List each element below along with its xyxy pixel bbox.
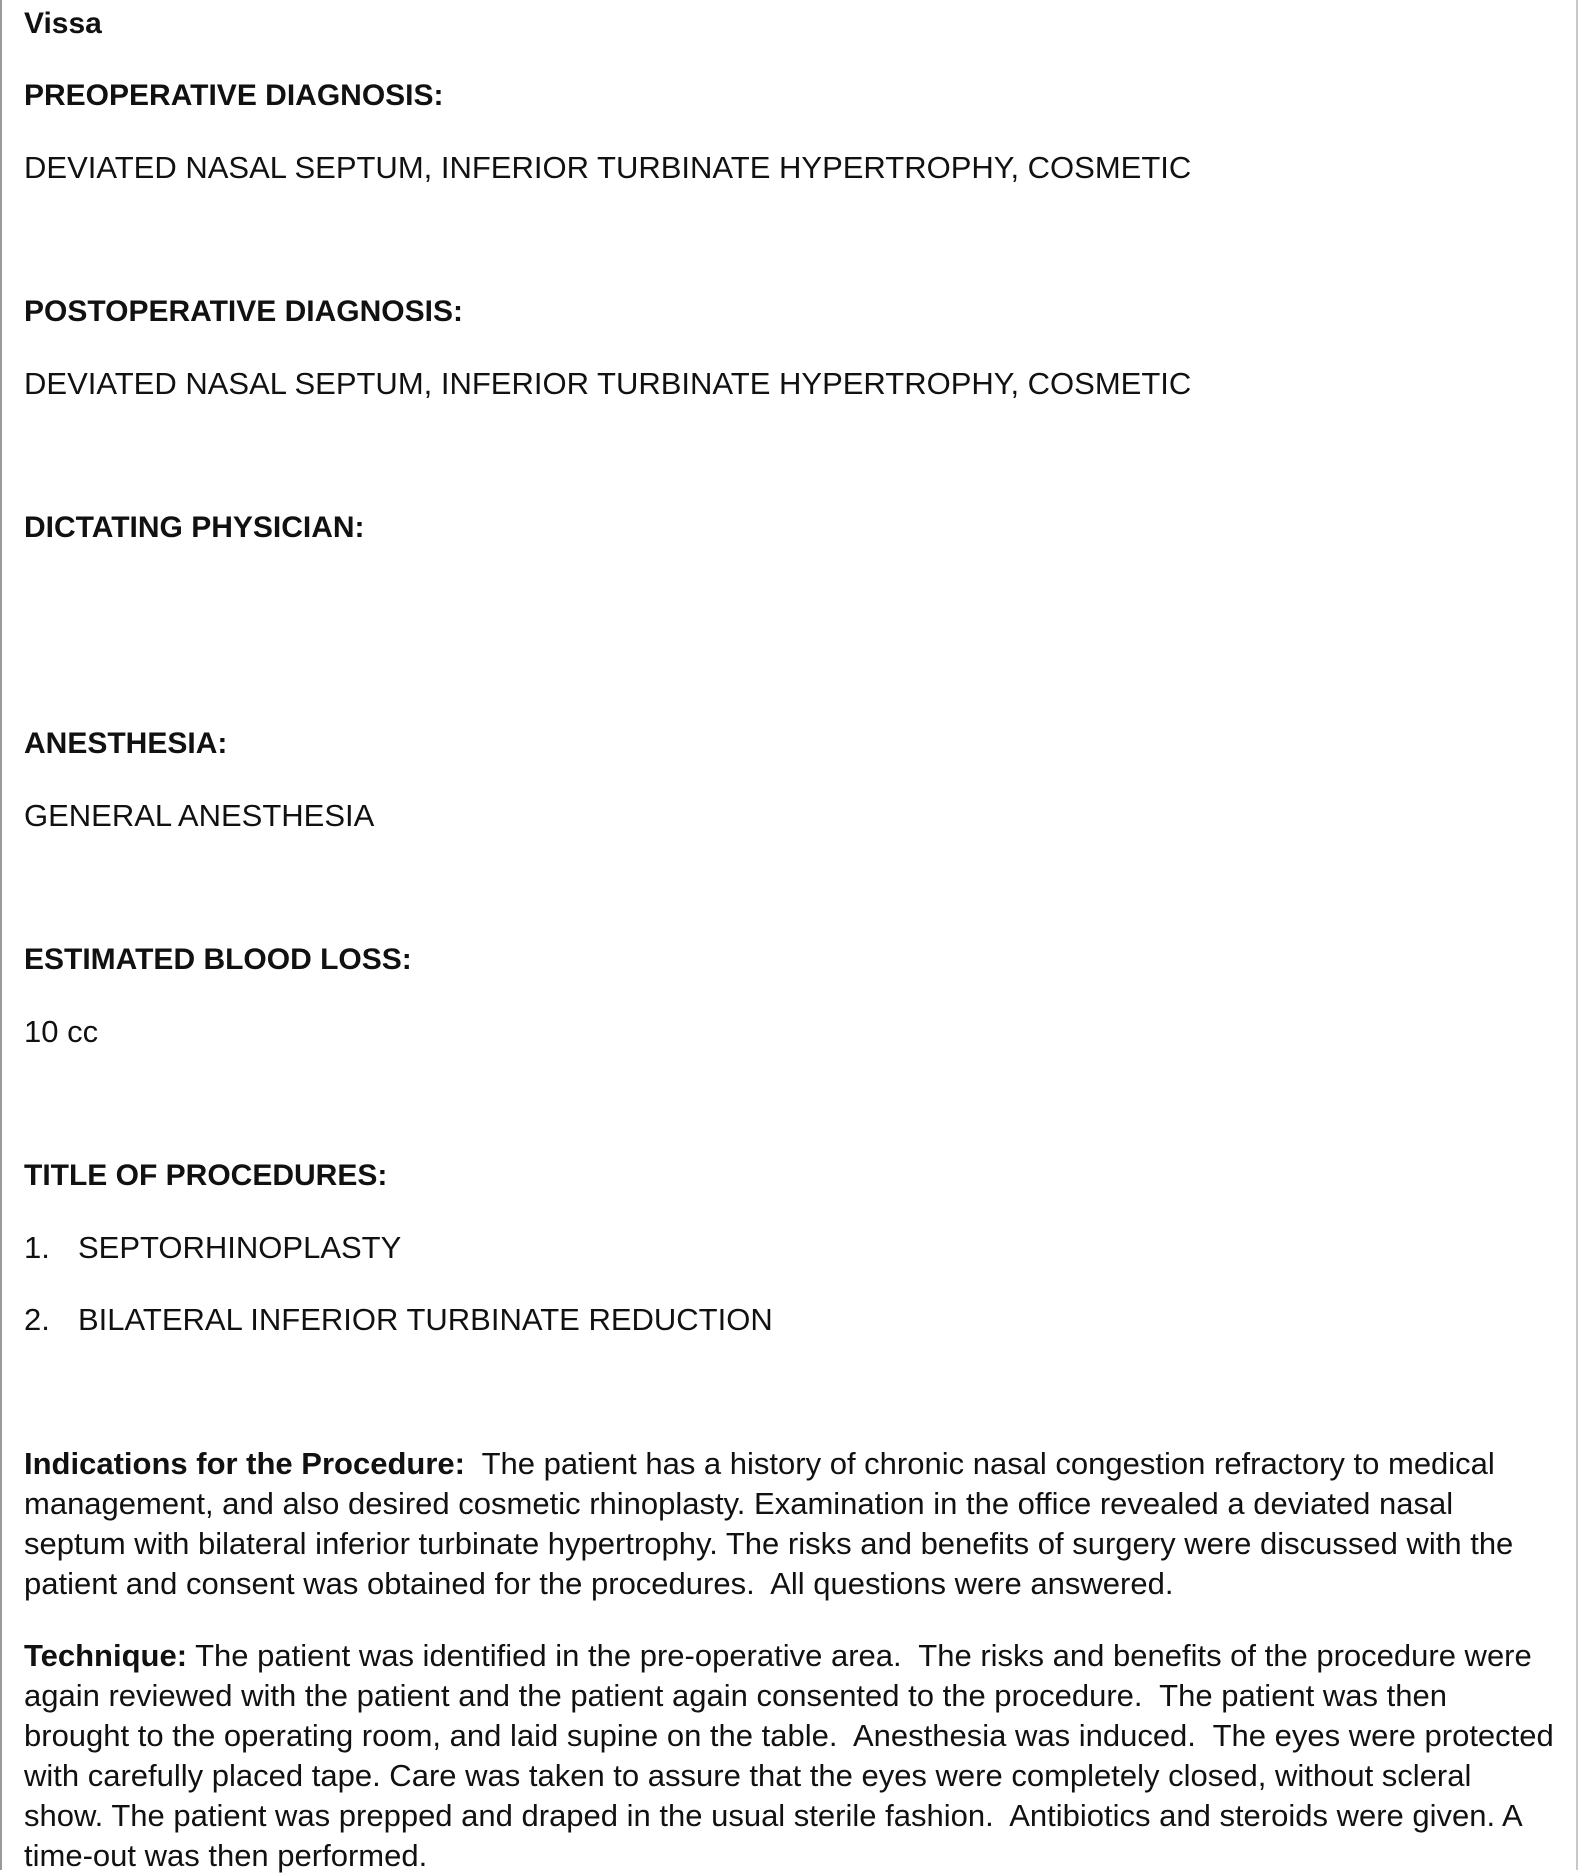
procedures-label: TITLE OF PROCEDURES: xyxy=(24,1159,388,1192)
procedure-item-number: 2. xyxy=(24,1302,50,1337)
indications-heading: Indications for the Procedure: xyxy=(24,1446,465,1481)
procedure-item xyxy=(24,1300,773,1340)
procedure-item-number: 1. xyxy=(24,1230,50,1265)
technique-text: The patient was identified in the pre-operative area. The risks and benefits of the procedure were again reviewed with the patient and the patient again consented to the procedure. The patient was then brought to the operating room, and laid supine on the table. Anesthesia was induced. The eyes were protected with carefully placed tape. Care was taken to assure that the eyes were completely closed, without scleral show. The patient was prepped and draped in the usual sterile fashion. Antibiotics and steroids were given. A time-out was then performed. xyxy=(24,1638,1563,1873)
technique-heading: Technique: xyxy=(24,1638,188,1673)
dictating-physician-label: DICTATING PHYSICIAN: xyxy=(24,511,365,544)
anesthesia-value: GENERAL ANESTHESIA xyxy=(24,798,375,833)
postop-diagnosis-label: POSTOPERATIVE DIAGNOSIS: xyxy=(24,295,463,328)
anesthesia-label: ANESTHESIA: xyxy=(24,727,228,760)
indications-paragraph xyxy=(24,1444,1554,1604)
preop-diagnosis-label: PREOPERATIVE DIAGNOSIS: xyxy=(24,79,444,112)
postop-diagnosis-value: DEVIATED NASAL SEPTUM, INFERIOR TURBINATE HYPERTROPHY, COSMETIC xyxy=(24,366,1192,401)
procedure-item xyxy=(24,1228,401,1268)
preop-diagnosis-value: DEVIATED NASAL SEPTUM, INFERIOR TURBINATE HYPERTROPHY, COSMETIC xyxy=(24,150,1192,185)
indications-text: The patient has a history of chronic nasal congestion refractory to medical management, and also desired cosmetic rhinoplasty. Examination in the office revealed a deviated nasal septum with bilateral inferior turbinate hypertrophy. The risks and benefits of surgery were discussed with the patient and consent was obtained for the procedures. All questions were answered. xyxy=(24,1446,1522,1601)
blood-loss-value: 10 cc xyxy=(24,1014,99,1049)
patient-name: Vissa xyxy=(24,7,102,40)
left-border xyxy=(0,0,2,1870)
procedure-item-text: SEPTORHINOPLASTY xyxy=(78,1230,402,1265)
blood-loss-label: ESTIMATED BLOOD LOSS: xyxy=(24,943,412,976)
technique-paragraph xyxy=(24,1636,1563,1876)
procedure-item-text: BILATERAL INFERIOR TURBINATE REDUCTION xyxy=(78,1302,773,1337)
